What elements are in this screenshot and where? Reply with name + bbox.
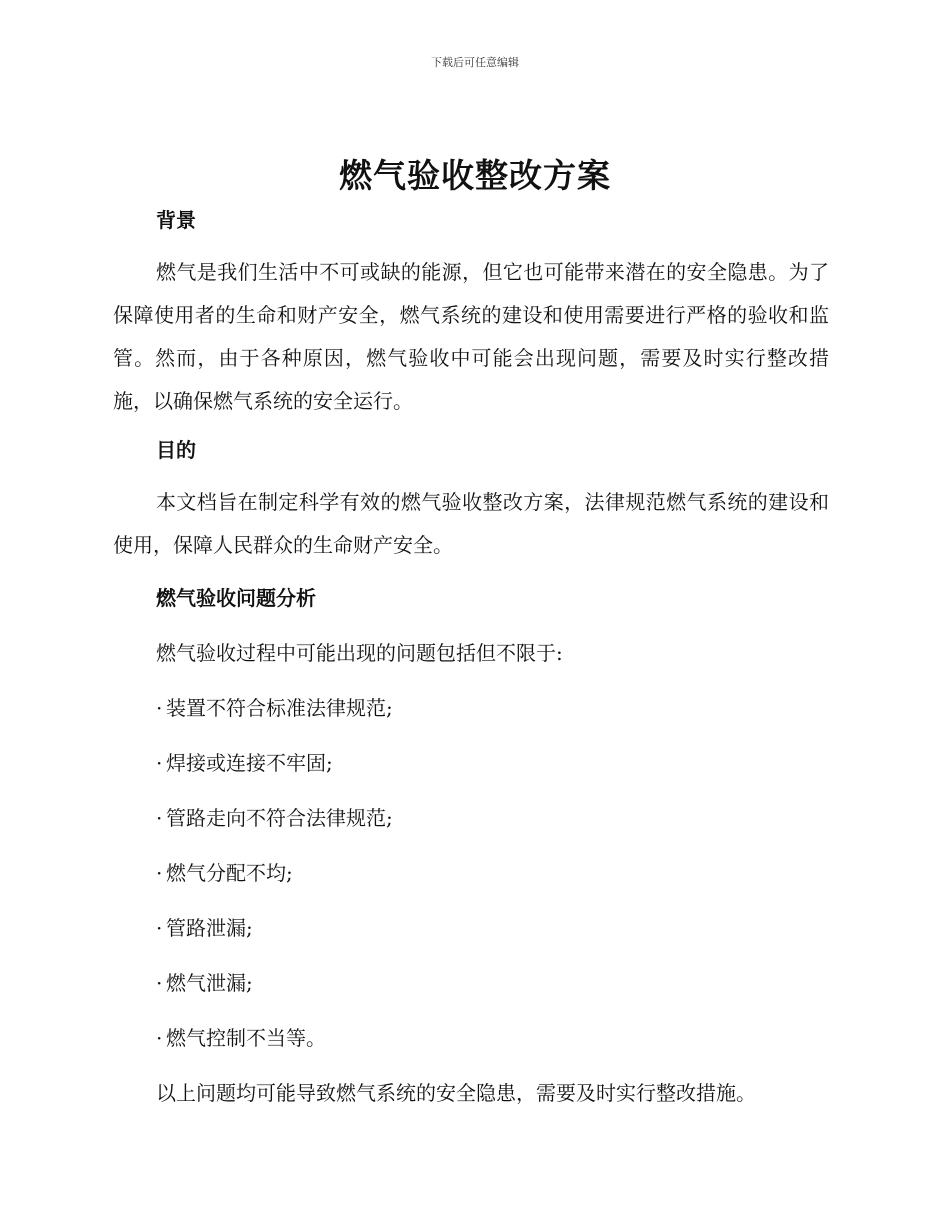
bullet-dot: · xyxy=(156,916,163,940)
bullet-dot: · xyxy=(156,1026,163,1050)
bullet-dot: · xyxy=(156,806,163,830)
problem-list xyxy=(113,690,829,1056)
list-item-text: 燃气控制不当等。 xyxy=(166,1026,326,1050)
list-item-text: 燃气泄漏; xyxy=(166,971,253,995)
list-item xyxy=(113,855,829,891)
analysis-intro: 燃气验收过程中可能出现的问题包括但不限于: xyxy=(156,641,563,665)
list-item-text: 管路泄漏; xyxy=(166,916,253,940)
document-body xyxy=(113,202,829,1111)
analysis-conclusion: 以上问题均可能导致燃气系统的安全隐患，需要及时实行整改措施。 xyxy=(156,1081,756,1105)
bullet-dot: · xyxy=(156,861,163,885)
list-item xyxy=(113,690,829,726)
bullet-dot: · xyxy=(156,751,163,775)
list-item xyxy=(113,910,829,946)
list-item xyxy=(113,965,829,1001)
purpose-paragraph: 本文档旨在制定科学有效的燃气验收整改方案，法律规范燃气系统的建设和使用，保障人民群众的生命财产安全。 xyxy=(113,490,829,557)
list-item-text: 燃气分配不均; xyxy=(166,861,293,885)
list-item xyxy=(113,1020,829,1056)
list-item xyxy=(113,800,829,836)
list-item-text: 管路走向不符合法律规范; xyxy=(166,806,393,830)
section-heading-analysis: 燃气验收问题分析 xyxy=(156,586,316,610)
section-heading-purpose: 目的 xyxy=(156,438,196,462)
page-header-note: 下载后可任意编辑 xyxy=(431,56,519,69)
list-item-text: 焊接或连接不牢固; xyxy=(166,751,333,775)
bullet-dot: · xyxy=(156,696,163,720)
list-item xyxy=(113,745,829,781)
list-item-text: 装置不符合标准法律规范; xyxy=(166,696,393,720)
bullet-dot: · xyxy=(156,971,163,995)
document-title: 燃气验收整改方案 xyxy=(339,156,611,195)
background-paragraph: 燃气是我们生活中不可或缺的能源，但它也可能带来潜在的安全隐患。为了保障使用者的生命和财产安全，燃气系统的建设和使用需要进行严格的验收和监管。然而，由于各种原因，燃气验收中可能会出现问题，需要及时实行整改措施，以确保燃气系统的安全运行。 xyxy=(113,260,829,413)
section-heading-background: 背景 xyxy=(156,208,196,232)
